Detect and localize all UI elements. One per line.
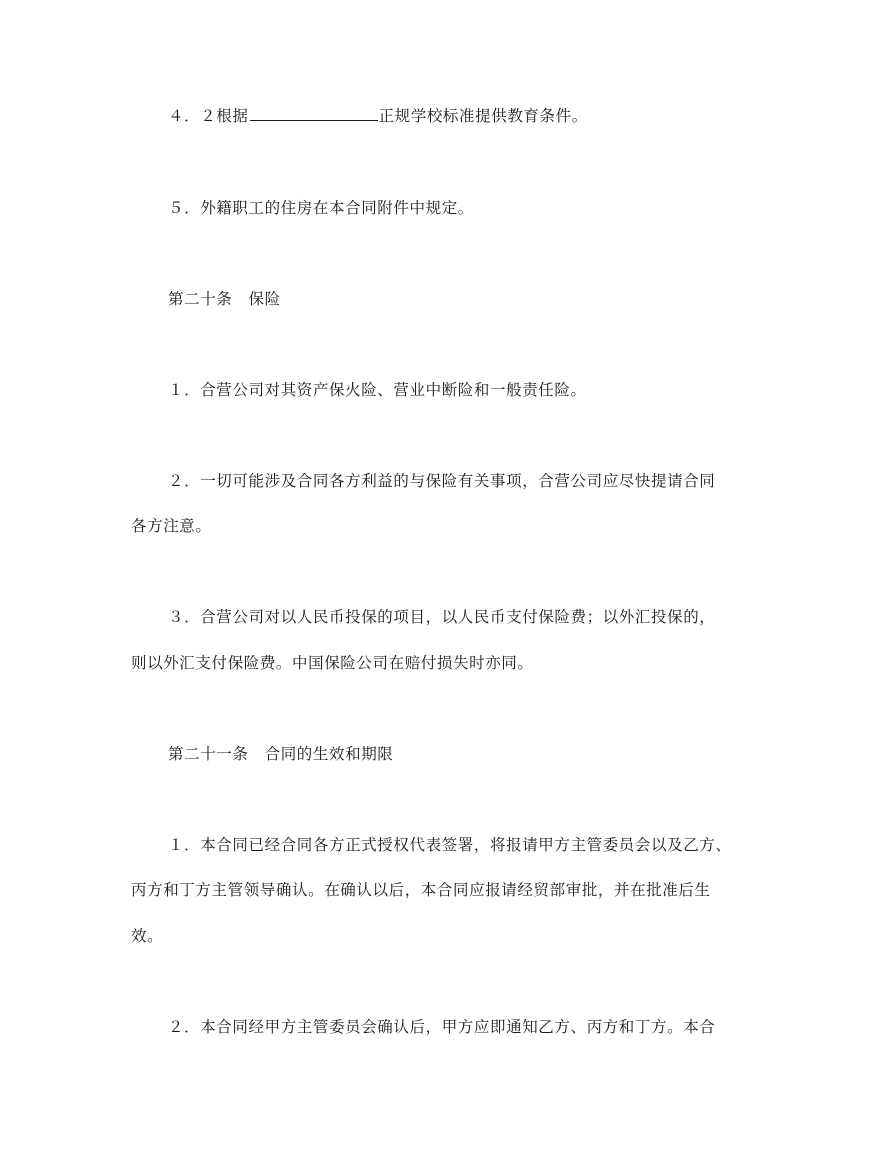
article-20-heading: 第二十条 保险 bbox=[168, 290, 281, 308]
article-20-item-1: １．合营公司对其资产保火险、营业中断险和一般责任险。 bbox=[168, 381, 587, 399]
clause-4-2-suffix: 正规学校标准提供教育条件。 bbox=[378, 107, 588, 125]
clause-4-2 bbox=[168, 106, 588, 126]
article-21-item-1-line-3: 效。 bbox=[131, 927, 164, 945]
clause-5: ５．外籍职工的住房在本合同附件中规定。 bbox=[168, 199, 474, 217]
clause-4-2-prefix: ４．２根据 bbox=[168, 107, 249, 125]
article-20-item-2-line-2: 各方注意。 bbox=[131, 517, 212, 535]
article-21-item-1-line-1: １．本合同已经合同各方正式授权代表签署，将报请甲方主管委员会以及乙方、 bbox=[168, 836, 732, 854]
article-21-item-2-line-1: ２．本合同经甲方主管委员会确认后，甲方应即通知乙方、丙方和丁方。本合 bbox=[168, 1018, 716, 1036]
article-21-item-1-line-2: 丙方和丁方主管领导确认。在确认以后，本合同应报请经贸部审批，并在批准后生 bbox=[131, 881, 711, 899]
article-20-item-3-line-2: 则以外汇支付保险费。中国保险公司在赔付损失时亦同。 bbox=[131, 654, 534, 672]
article-20-item-2-line-1: ２．一切可能涉及合同各方利益的与保险有关事项，合营公司应尽快提请合同 bbox=[168, 472, 716, 490]
fill-in-blank[interactable] bbox=[250, 106, 378, 121]
article-20-item-3-line-1: ３．合营公司对以人民币投保的项目，以人民币支付保险费；以外汇投保的， bbox=[168, 608, 716, 626]
article-21-heading: 第二十一条 合同的生效和期限 bbox=[168, 745, 394, 763]
